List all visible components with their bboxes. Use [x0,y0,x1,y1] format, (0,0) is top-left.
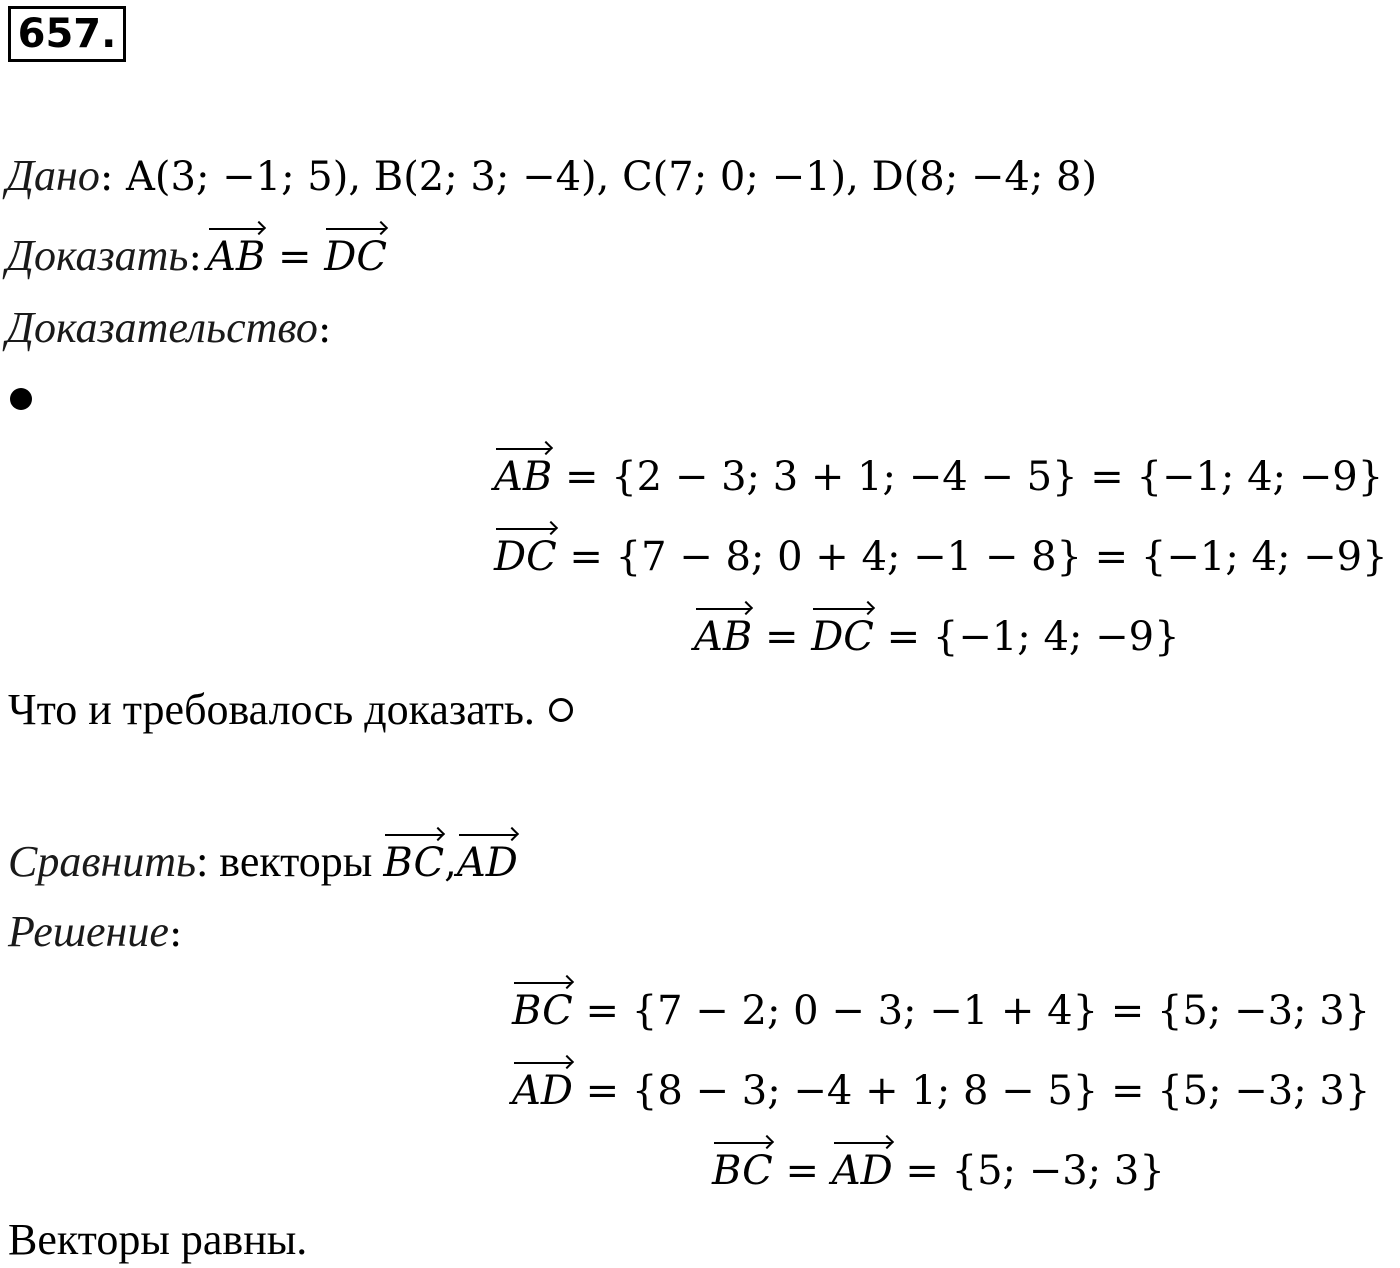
prove-colon: : [188,234,202,280]
vector-bc: BC [712,1142,773,1194]
compare-text: : векторы [196,837,384,886]
solution-colon: : [168,910,183,956]
conclusion-text: Что и требовалось доказать. [8,685,535,734]
given-line [6,150,1097,201]
vector-bc: BC [512,982,573,1034]
equation-expr: = {8 − 3; −4 + 1; 8 − 5} = {5; −3; 3} [572,1068,1371,1114]
equation-expr: = {2 − 3; 3 + 1; −4 − 5} = {−1; 4; −9} [552,454,1384,500]
vector-ad: AD [832,1142,893,1194]
given-label: Дано [6,151,100,200]
proof-conclusion [8,684,573,735]
proof-label: Доказательство [6,303,318,352]
vector-dc: DC [324,228,387,280]
equals-sign: = [265,234,325,280]
solution-equation-equal [712,1142,1165,1194]
prove-line [6,228,387,281]
answer: Векторы равны. [8,1215,308,1264]
vector-ab: AB [694,608,752,660]
solution-label: Решение [8,907,169,956]
solution-equation-bc [512,982,1370,1034]
vector-dc: DC [811,608,874,660]
equation-expr: = {7 − 8; 0 + 4; −1 − 8} = {−1; 4; −9} [556,534,1388,580]
comma: , [444,840,457,886]
proof-equation-dc [494,528,1388,580]
proof-heading [6,302,331,353]
bullet-icon [10,388,32,410]
vector-bc: BC [383,834,444,886]
equation-expr: = {7 − 2; 0 − 3; −1 + 4} = {5; −3; 3} [572,988,1371,1034]
compare-line [8,834,518,887]
problem-number: 657. [8,6,126,62]
vector-ab: AB [207,228,265,280]
prove-label: Доказать [6,231,189,280]
given-points: : A(3; −1; 5), B(2; 3; −4), C(7; 0; −1), D(8; −4; 8) [99,154,1098,200]
equals-sign: = [772,1148,832,1194]
proof-equation-equal [694,608,1180,660]
compare-label: Сравнить [8,837,197,886]
vector-ad: AD [512,1062,573,1114]
solution-equation-ad [512,1062,1370,1114]
equation-expr: = {−1; 4; −9} [873,614,1180,660]
vector-ab: AB [494,448,552,500]
vector-ad: AD [457,834,518,886]
equals-sign: = [752,614,812,660]
proof-equation-ab [494,448,1383,500]
vector-dc: DC [494,528,557,580]
end-of-proof-icon [549,698,573,722]
equation-expr: = {5; −3; 3} [892,1148,1165,1194]
solution-heading [8,906,182,957]
proof-colon: : [317,306,332,352]
